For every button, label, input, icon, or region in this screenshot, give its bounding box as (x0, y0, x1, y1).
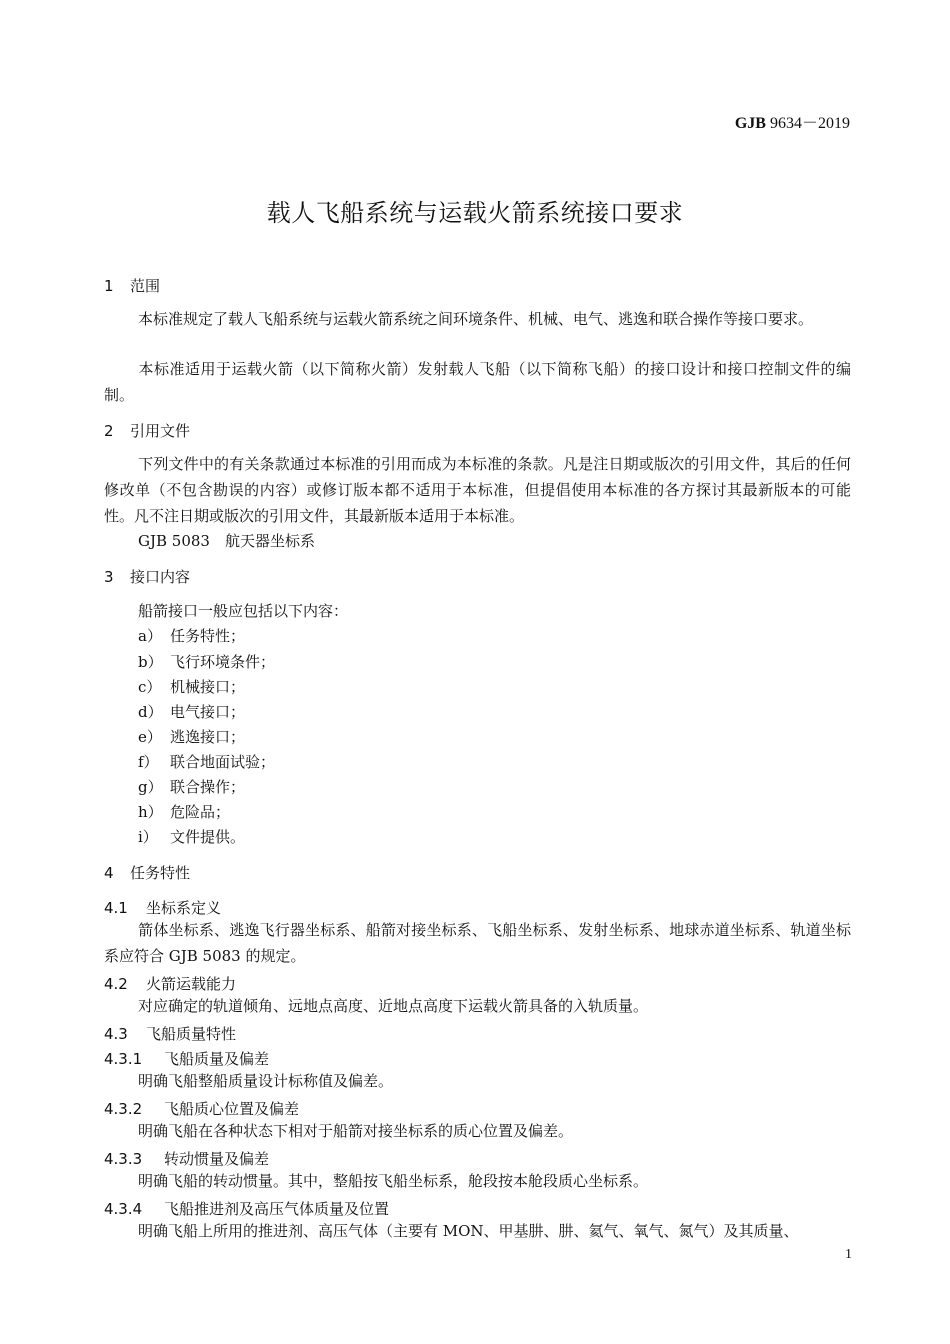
section-4-3-2-paragraph: 明确飞船在各种状态下相对于船箭对接坐标系的质心位置及偏差。 (138, 1122, 574, 1140)
section-4-3-1-paragraph: 明确飞船整船质量设计标称值及偏差。 (138, 1072, 394, 1090)
section-4-3-3-paragraph: 明确飞船的转动惯量。其中，整船按飞船坐标系，舱段按本舱段质心坐标系。 (138, 1172, 649, 1190)
standard-code (735, 110, 850, 133)
list-item: e） 逃逸接口； (138, 728, 246, 746)
section-1-heading: 1 范围 (104, 277, 161, 295)
list-item: f） 联合地面试验； (138, 753, 276, 771)
page-number: 1 (845, 1247, 852, 1262)
list-item: a） 任务特性； (138, 627, 246, 645)
section-4-3-4-paragraph: 明确飞船上所用的推进剂、高压气体（主要有 MON、甲基肼、肼、氦气、氧气、氮气）及其质量、 (138, 1222, 799, 1240)
section-4-2-paragraph: 对应确定的轨道倾角、远地点高度、近地点高度下运载火箭具备的入轨质量。 (138, 997, 649, 1015)
document-title: 载人飞船系统与运载火箭系统接口要求 (266, 199, 684, 227)
section-4-1-heading: 4.1 坐标系定义 (104, 899, 222, 917)
section-2-paragraph: 下列文件中的有关条款通过本标准的引用而成为本标准的条款。凡是注日期或版次的引用文件，其后的任何修改单（不包含勘误的内容）或修订版本都不适用于本标准，但提倡使用本标准的各方探讨其最新版本的可能性。凡不注日期或版次的引用文件，其最新版本适用于本标准。 (104, 455, 851, 525)
section-4-3-1-heading: 4.3.1 飞船质量及偏差 (104, 1050, 270, 1068)
section-4-3-3-heading: 4.3.3 转动惯量及偏差 (104, 1150, 270, 1168)
section-4-2-heading: 4.2 火箭运载能力 (104, 975, 237, 993)
section-2-heading: 2 引用文件 (104, 422, 191, 440)
section-3-heading: 3 接口内容 (104, 568, 191, 586)
section-1-paragraph-2: 本标准适用于运载火箭（以下简称火箭）发射载人飞船（以下简称飞船）的接口设计和接口控制文件的编制。 (104, 360, 851, 404)
list-item: i） 文件提供。 (138, 828, 246, 846)
standard-code-number: 9634－2019 (765, 115, 850, 132)
section-3-intro: 船箭接口一般应包括以下内容： (138, 602, 349, 620)
list-item: d） 电气接口； (138, 703, 246, 721)
section-4-3-4-heading: 4.3.4 飞船推进剂及高压气体质量及位置 (104, 1200, 390, 1218)
section-4-heading: 4 任务特性 (104, 864, 191, 882)
list-item: b） 飞行环境条件； (138, 653, 276, 671)
list-item: h） 危险品； (138, 803, 231, 821)
section-4-3-2-heading: 4.3.2 飞船质心位置及偏差 (104, 1100, 300, 1118)
section-1-paragraph-1: 本标准规定了载人飞船系统与运载火箭系统之间环境条件、机械、电气、逃逸和联合操作等接口要求。 (138, 310, 814, 328)
section-4-3-heading: 4.3 飞船质量特性 (104, 1025, 237, 1043)
standard-code-prefix: GJB (734, 115, 766, 132)
list-item: c） 机械接口； (138, 678, 246, 696)
reference-gjb-5083: GJB 5083 航天器坐标系 (138, 532, 315, 550)
section-4-1-paragraph: 箭体坐标系、逃逸飞行器坐标系、船箭对接坐标系、飞船坐标系、发射坐标系、地球赤道坐标系、轨道坐标系应符合 GJB 5083 的规定。 (104, 921, 851, 965)
list-item: g） 联合操作； (138, 778, 246, 796)
